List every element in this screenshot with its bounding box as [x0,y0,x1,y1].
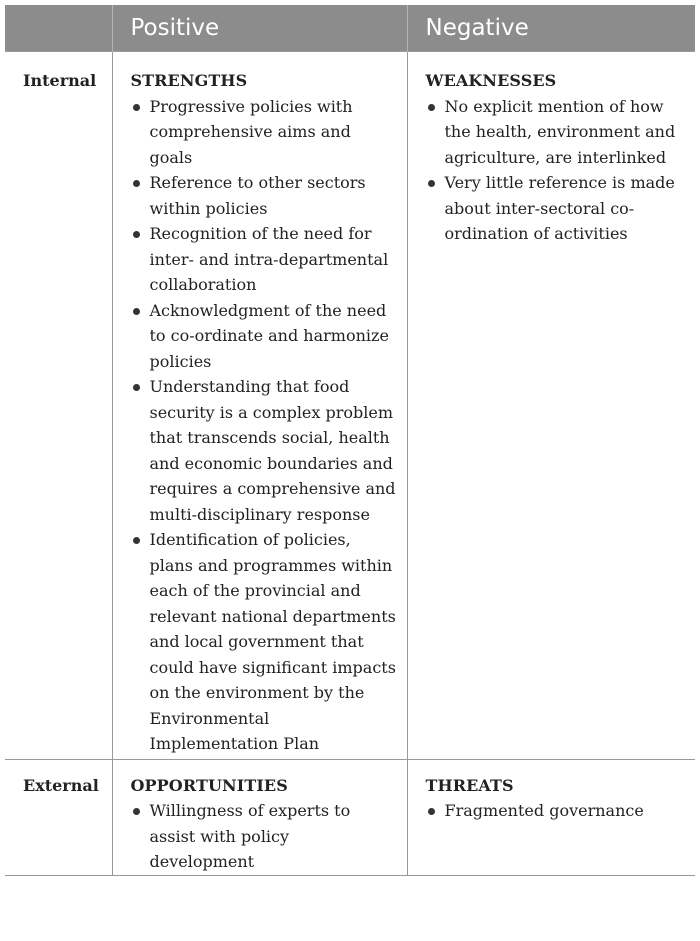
external-label: External [5,759,112,875]
internal-label: Internal [5,52,112,760]
swot-table [5,5,695,876]
list-item: Acknowledgment of the need to co-ordinate and harmonize policies [131,298,399,375]
threats-heading: THREATS [425,775,514,795]
weaknesses-heading: WEAKNESSES [425,71,557,90]
header-negative: Negative [407,5,695,52]
opportunities-heading: OPPORTUNITIES [130,775,288,795]
strengths-cell [112,52,407,760]
strengths-heading: STRENGTHS [130,71,248,90]
header-positive: Positive [112,5,407,52]
header-row [5,5,695,52]
list-item: Willingness of experts to assist with policy development [131,798,399,875]
list-item: Recognition of the need for inter- and intra-departmental collaboration [131,221,399,298]
opportunities-list [131,798,399,875]
internal-row [5,52,695,760]
threats-cell [407,759,695,875]
list-item: Reference to other sectors within policies [131,170,399,221]
threats-list [426,798,690,824]
list-item: Fragmented governance [426,798,690,824]
list-item: Very little reference is made about inter-sectoral co-ordination of activities [426,170,690,247]
list-item: No explicit mention of how the health, environment and agriculture, are interlinked [426,94,690,171]
list-item: Understanding that food security is a complex problem that transcends social, health and economic boundaries and requires a comprehensive and multi-disciplinary response [131,374,399,527]
weaknesses-list [426,94,690,247]
list-item: Identification of policies, plans and programmes within each of the provincial and relevant national departments and local government that could have significant impacts on the environment by the Environmental Implementation Plan [131,527,399,757]
external-row [5,759,695,875]
opportunities-cell [112,759,407,875]
weaknesses-cell [407,52,695,760]
strengths-list [131,94,399,757]
list-item: Progressive policies with comprehensive aims and goals [131,94,399,171]
header-blank [5,5,112,52]
